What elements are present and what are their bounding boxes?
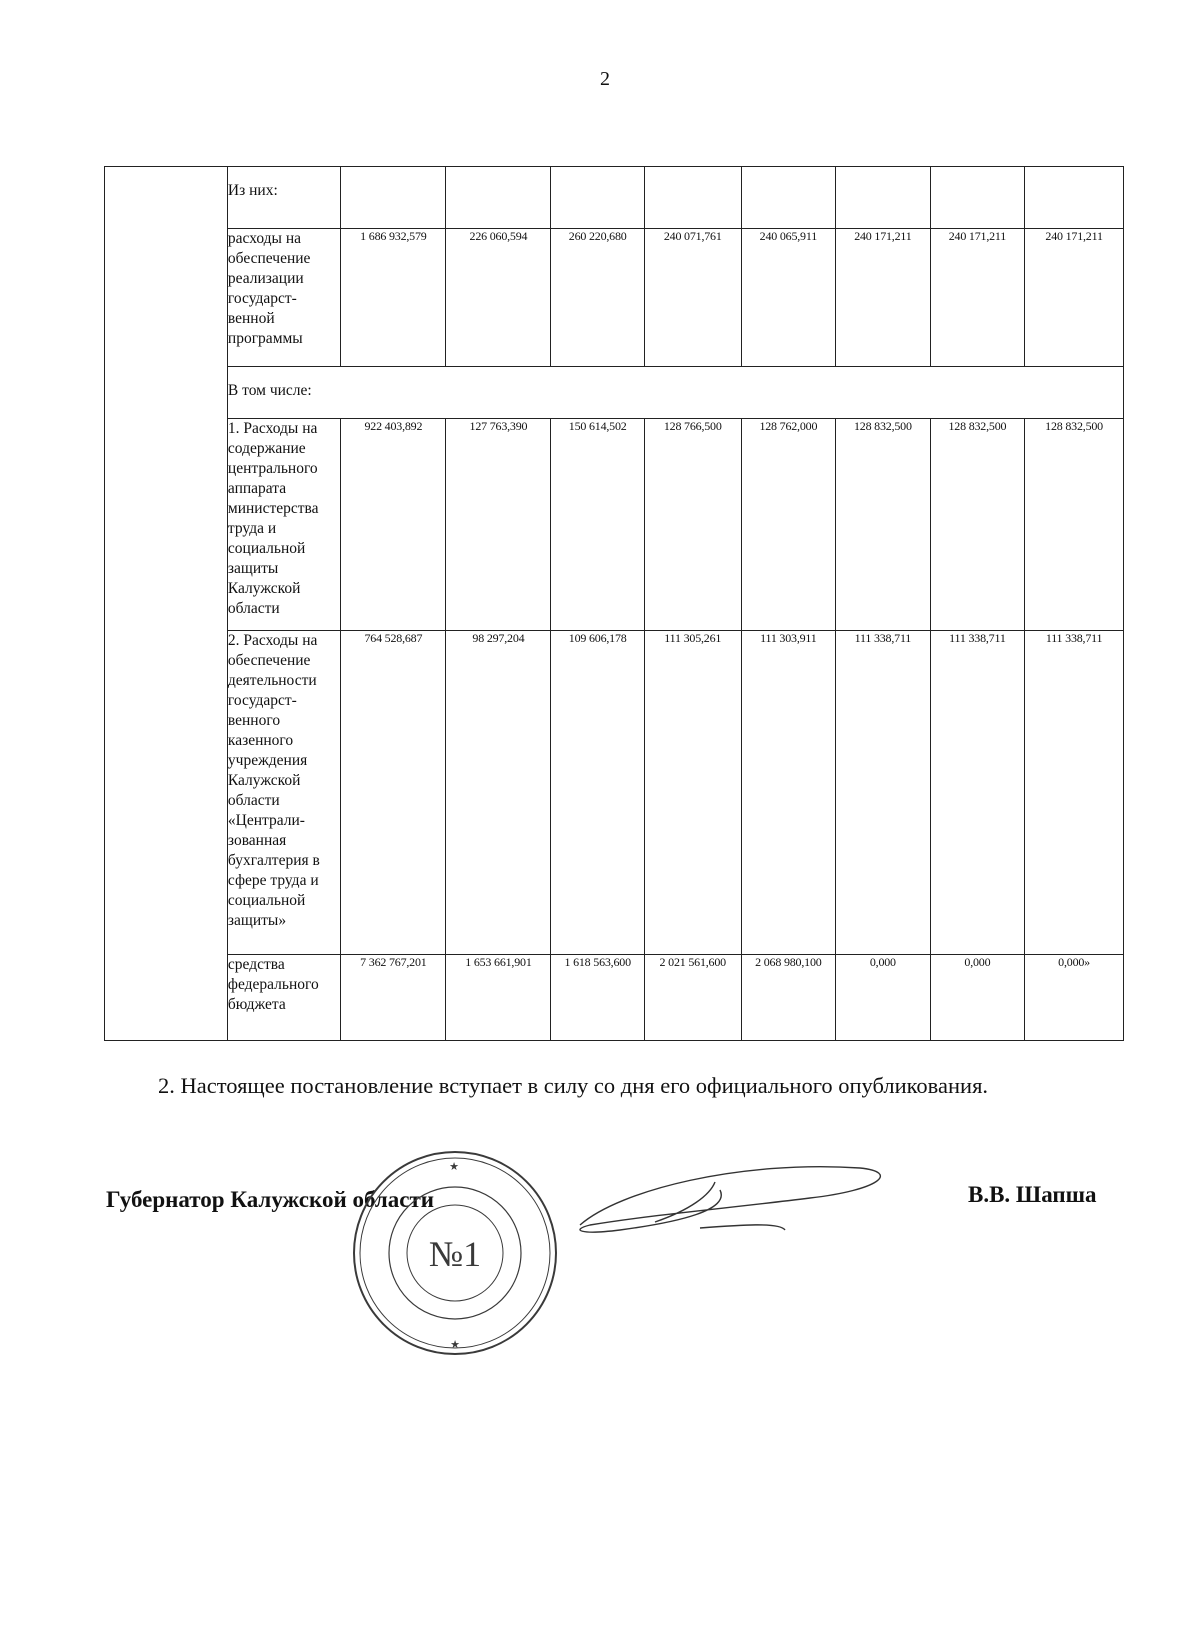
row-label: Из них: [227,167,340,229]
cell-value: 111 338,711 [836,631,931,955]
table-row [105,419,1124,631]
cell-value: 127 763,390 [446,419,551,631]
cell-value: 2 021 561,600 [644,955,741,1041]
cell-value: 1 653 661,901 [446,955,551,1041]
cell-value [551,167,644,229]
signatory-name: В.В. Шапша [968,1182,1097,1207]
cell-value: 240 071,761 [644,229,741,367]
cell-value: 0,000» [1025,955,1124,1041]
row-label: средства федерального бюджета [227,955,340,1041]
svg-text:★: ★ [449,1161,461,1173]
table-row [105,229,1124,367]
cell-value: 128 766,500 [644,419,741,631]
budget-table [104,166,1124,1041]
cell-value: 128 832,500 [836,419,931,631]
cell-value: 226 060,594 [446,229,551,367]
cell-value: 1 686 932,579 [341,229,446,367]
cell-value [741,167,836,229]
cell-value: 240 171,211 [836,229,931,367]
cell-value [341,167,446,229]
cell-value [1025,167,1124,229]
cell-value: 240 065,911 [741,229,836,367]
cell-value: 764 528,687 [341,631,446,955]
cell-value: 128 762,000 [741,419,836,631]
cell-value: 7 362 767,201 [341,955,446,1041]
cell-value: 0,000 [930,955,1025,1041]
cell-value: 0,000 [836,955,931,1041]
cell-value: 1 618 563,600 [551,955,644,1041]
table-row [105,955,1124,1041]
table-row [105,367,1124,419]
clause-paragraph: 2. Настоящее постановление вступает в силу со дня его официального опубликования. [158,1073,989,1098]
cell-value: 240 171,211 [930,229,1025,367]
table-row [105,167,1124,229]
cell-value: 98 297,204 [446,631,551,955]
cell-value: 109 606,178 [551,631,644,955]
page-number: 2 [600,68,610,90]
official-seal [350,1148,560,1358]
cell-value [446,167,551,229]
cell-value: 240 171,211 [1025,229,1124,367]
cell-value [836,167,931,229]
cell-value: 111 338,711 [1025,631,1124,955]
row-label: 1. Расходы на содержание центрального аппарата министерства труда и социальной защиты Калужской области [227,419,340,631]
empty-left-column [105,167,228,1041]
signatory-title: Губернатор Калужской области [106,1187,435,1212]
cell-value: 111 303,911 [741,631,836,955]
cell-value: 128 832,500 [1025,419,1124,631]
row-label: 2. Расходы на обеспечение деятельности государст-венного казенного учреждения Калужской области «Централи-зованная бухгалтерия в сфере труда и социальной защиты» [227,631,340,955]
cell-value [644,167,741,229]
table-row [105,631,1124,955]
cell-value: 150 614,502 [551,419,644,631]
cell-value: 111 338,711 [930,631,1025,955]
svg-text:★: ★ [450,1339,460,1351]
cell-value: 111 305,261 [644,631,741,955]
row-label: расходы на обеспечение реализации государст-венной программы [227,229,340,367]
cell-value: 922 403,892 [341,419,446,631]
cell-value: 2 068 980,100 [741,955,836,1041]
seal-number: №1 [428,1234,482,1274]
cell-value: 260 220,680 [551,229,644,367]
cell-value [930,167,1025,229]
row-label: В том числе: [227,367,1123,419]
handwritten-signature [560,1150,920,1260]
cell-value: 128 832,500 [930,419,1025,631]
